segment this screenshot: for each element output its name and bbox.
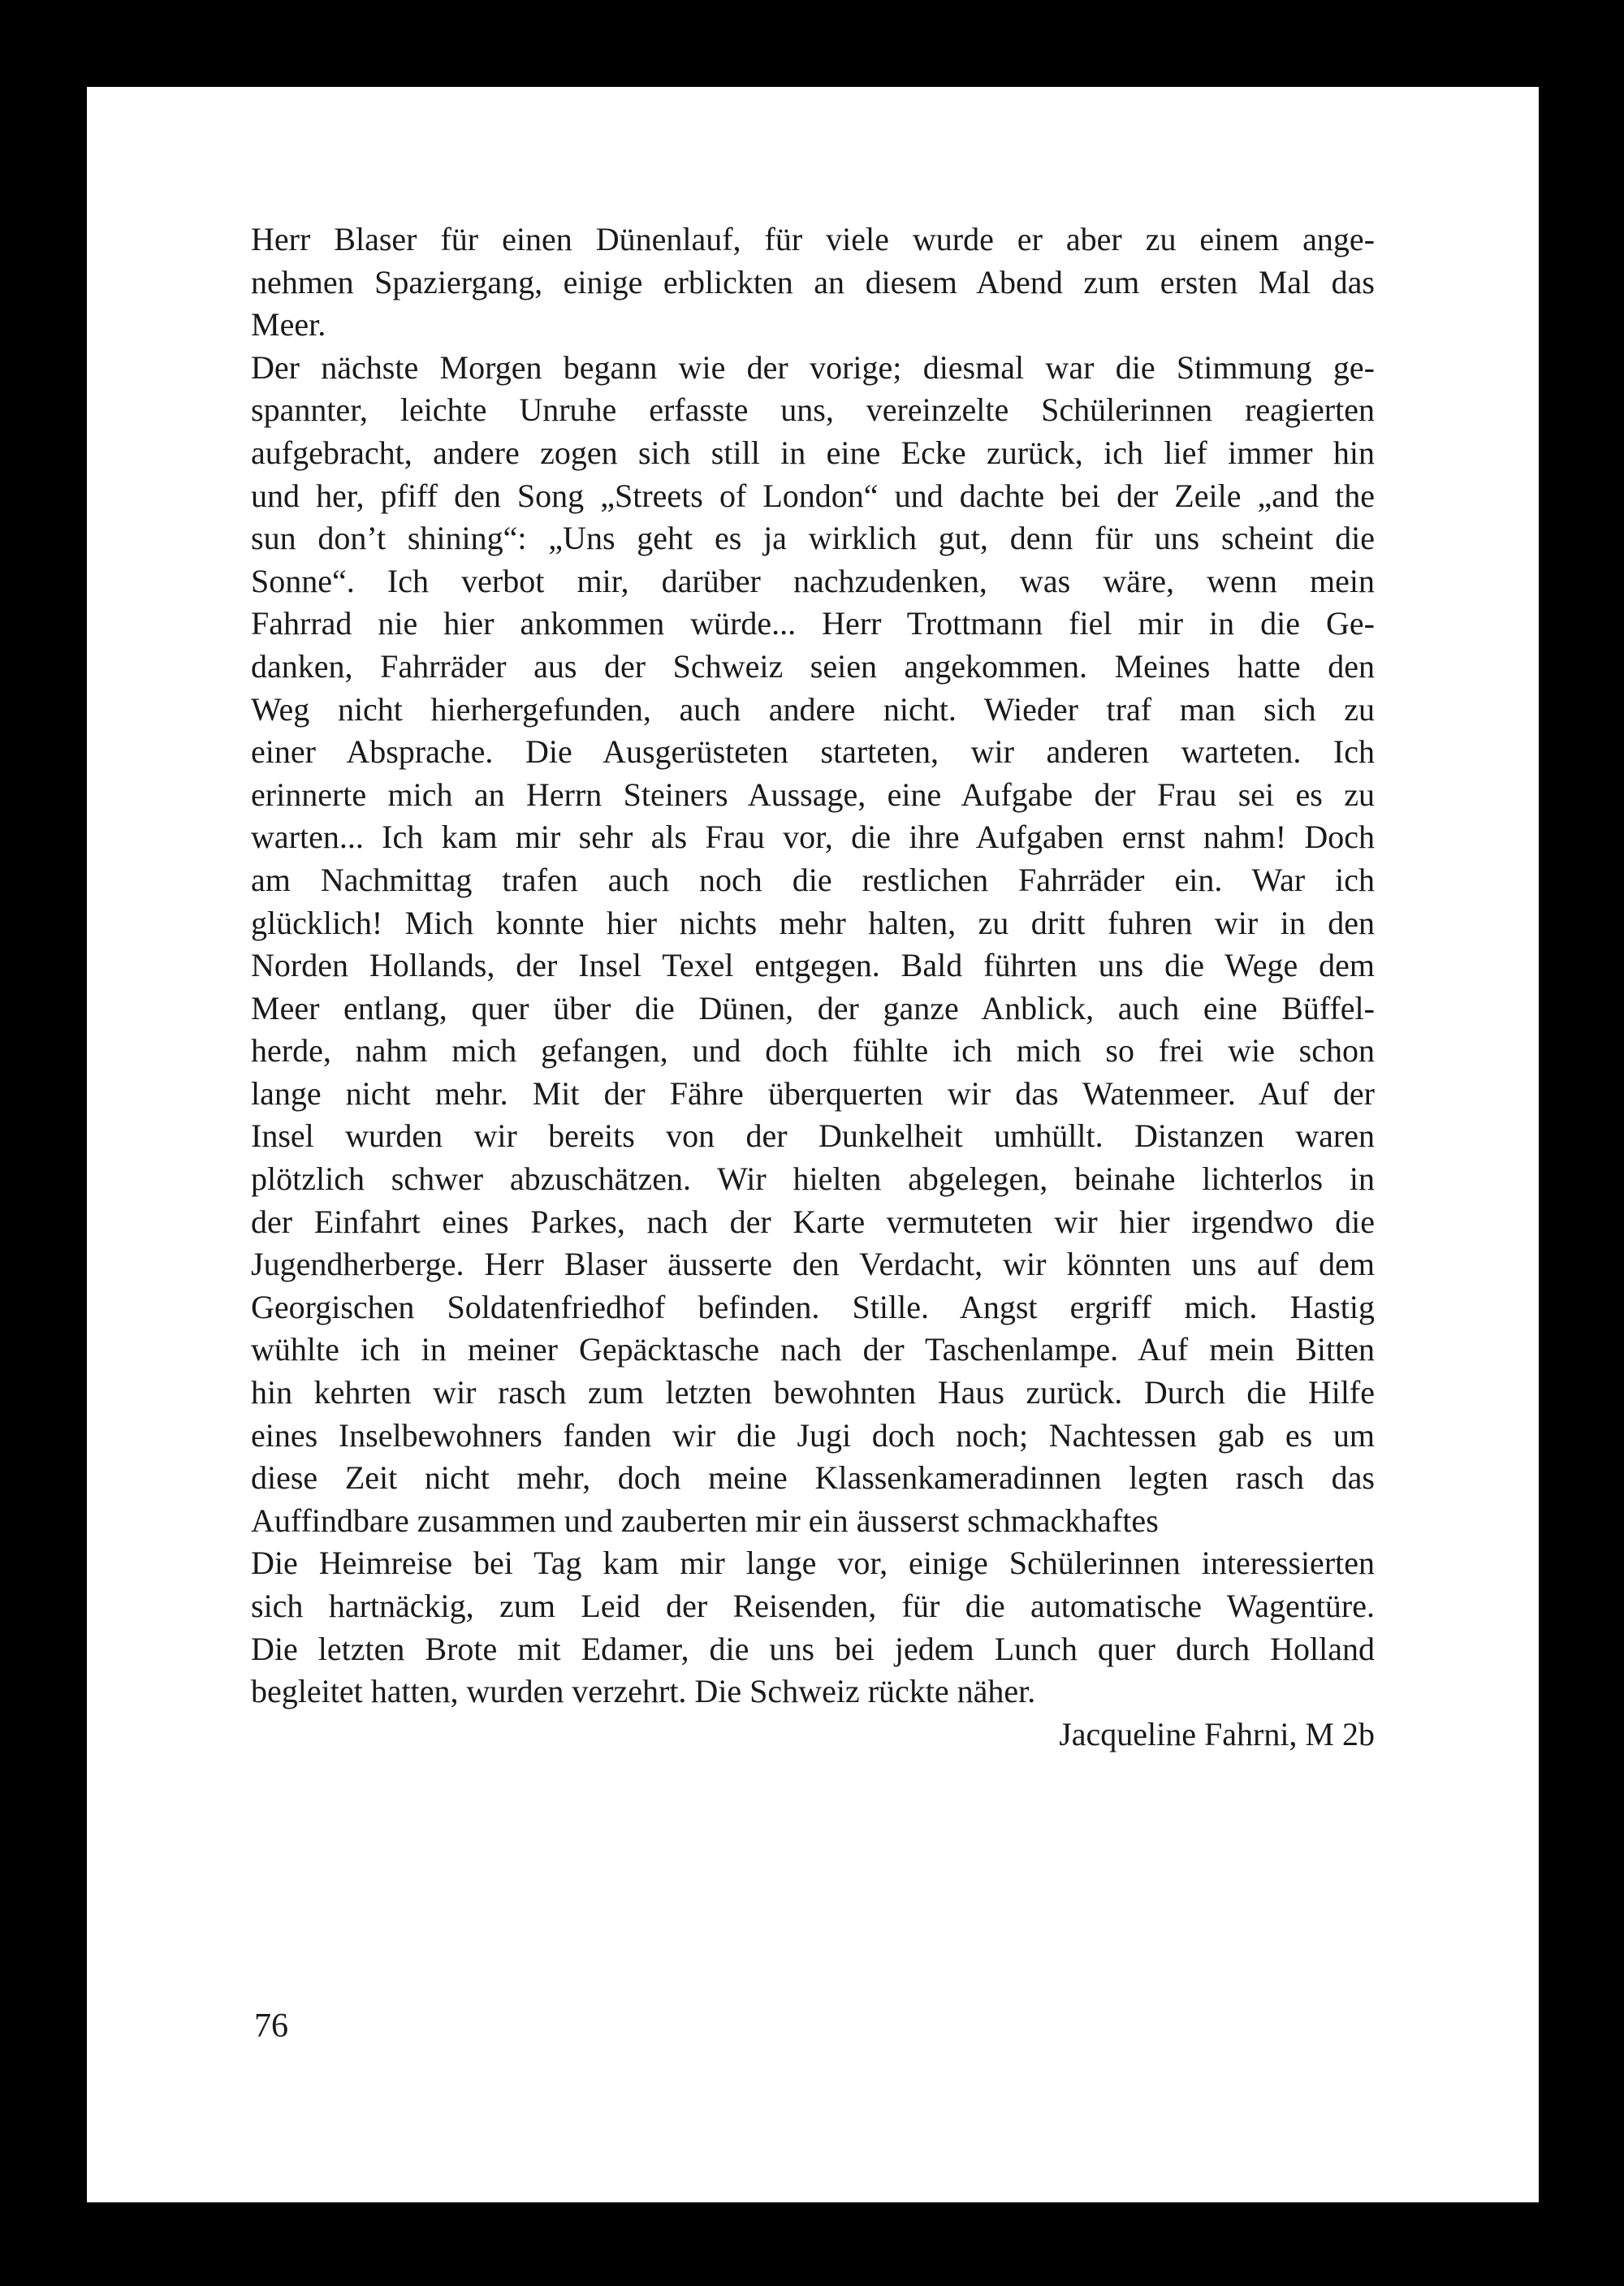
paragraph-3 — [251, 1542, 1375, 1713]
text-line: Weg nicht hierhergefunden, auch andere nicht. Wieder traf man sich zu — [251, 690, 1375, 728]
text-line: Meer. — [251, 306, 326, 344]
text-line: herde, nahm mich gefangen, und doch fühlte ich mich so frei wie schon — [251, 1032, 1375, 1070]
text-line: glücklich! Mich konnte hier nichts mehr halten, zu dritt fuhren wir in den — [251, 904, 1375, 941]
text-line: begleitet hatten, wurden verzehrt. Die Schweiz rückte näher. — [251, 1673, 1036, 1710]
text-line: aufgebracht, andere zogen sich still in eine Ecke zurück, ich lief immer hin — [251, 434, 1375, 471]
text-line: Sonne“. Ich verbot mir, darüber nachzudenken, was wäre, wenn mein — [251, 562, 1375, 599]
text-line: lange nicht mehr. Mit der Fähre überquerten wir das Watenmeer. Auf der — [251, 1074, 1375, 1112]
text-line: Herr Blaser für einen Dünenlauf, für viele wurde er aber zu einem ange- — [251, 221, 1375, 257]
text-line: Fahrrad nie hier ankommen würde... Herr Trottmann fiel mir in die Ge- — [251, 605, 1375, 642]
text-line: warten... Ich kam mir sehr als Frau vor, die ihre Aufgaben ernst nahm! Doch — [251, 819, 1375, 856]
text-line: plötzlich schwer abzuschätzen. Wir hielten abgelegen, beinahe lichterlos in — [251, 1160, 1375, 1198]
text-line: erinnerte mich an Herrn Steiners Aussage, eine Aufgabe der Frau sei es zu — [251, 776, 1375, 813]
text-line: der Einfahrt eines Parkes, nach der Karte vermuteten wir hier irgendwo die — [251, 1203, 1375, 1240]
text-line: Georgischen Soldatenfriedhof befinden. Stille. Angst ergriff mich. Hastig — [251, 1288, 1375, 1325]
text-line: danken, Fahrräder aus der Schweiz seien angekommen. Meines hatte den — [251, 647, 1375, 685]
text-line: einer Absprache. Die Ausgerüsteten starteten, wir anderen warteten. Ich — [251, 733, 1375, 771]
text-line: Die letzten Brote mit Edamer, die uns bei jedem Lunch quer durch Holland — [251, 1630, 1375, 1667]
text-line: sich hartnäckig, zum Leid der Reisenden, für die automatische Wagentüre. — [251, 1588, 1375, 1624]
text-line: Die Heimreise bei Tag kam mir lange vor, einige Schülerinnen interessierten — [251, 1545, 1375, 1582]
text-line: am Nachmittag trafen auch noch die restlichen Fahrräder ein. War ich — [251, 861, 1375, 898]
text-line: wühlte ich in meiner Gepäcktasche nach der Taschenlampe. Auf mein Bitten — [251, 1331, 1375, 1368]
document-page — [87, 87, 1539, 2202]
text-line: diese Zeit nicht mehr, doch meine Klassenkameradinnen legten rasch das — [251, 1459, 1375, 1497]
page-number: 76 — [254, 2007, 288, 2045]
text-line: nehmen Spaziergang, einige erblickten an diesem Abend zum ersten Mal das — [251, 263, 1375, 300]
text-line: Jugendherberge. Herr Blaser äusserte den Verdacht, wir könnten uns auf dem — [251, 1246, 1375, 1283]
article-text — [251, 218, 1375, 1756]
text-line: Meer entlang, quer über die Dünen, der ganze Anblick, auch eine Büffel- — [251, 989, 1375, 1026]
paragraph-2 — [251, 347, 1375, 1543]
text-line: Der nächste Morgen begann wie der vorige; diesmal war die Stimmung ge- — [251, 348, 1375, 386]
text-line: sun don’t shining“: „Uns geht es ja wirklich gut, denn für uns scheint die — [251, 520, 1375, 557]
author-signature: Jacqueline Fahrni, M 2b — [1059, 1715, 1375, 1752]
text-line: hin kehrten wir rasch zum letzten bewohnten Haus zurück. Durch die Hilfe — [251, 1374, 1375, 1411]
text-line: spannter, leichte Unruhe erfasste uns, vereinzelte Schülerinnen reagierten — [251, 391, 1375, 429]
text-line: eines Inselbewohners fanden wir die Jugi doch noch; Nachtessen gab es um — [251, 1416, 1375, 1454]
text-line: Auffindbare zusammen und zauberten mir ein äusserst schmackhaftes — [251, 1502, 1159, 1539]
text-line: und her, pfiff den Song „Streets of London“ und dachte bei der Zeile „and the — [251, 477, 1375, 514]
text-line: Insel wurden wir bereits von der Dunkelheit umhüllt. Distanzen waren — [251, 1117, 1375, 1155]
paragraph-1 — [251, 218, 1375, 347]
text-line: Norden Hollands, der Insel Texel entgegen. Bald führten uns die Wege dem — [251, 947, 1375, 984]
